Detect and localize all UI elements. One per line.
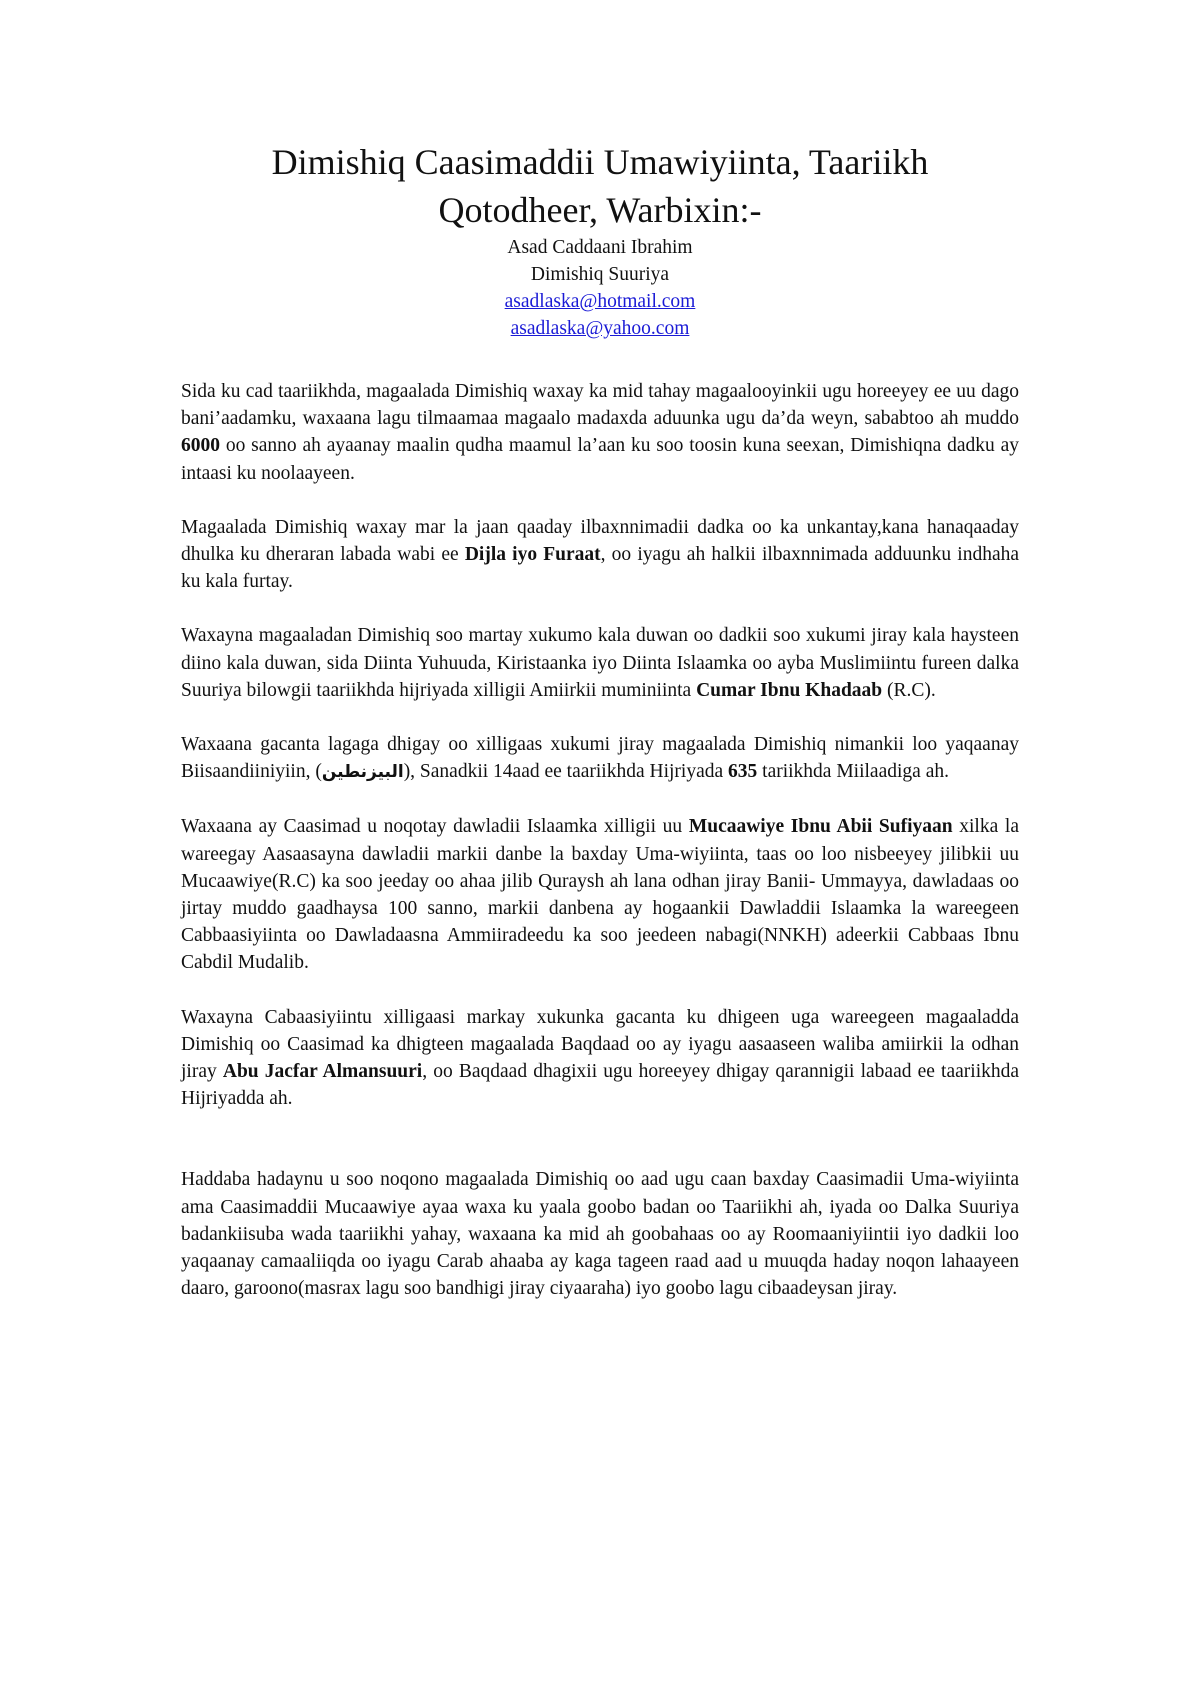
document-header [160, 138, 1040, 342]
p1-text-a: Sida ku cad taariikhda, magaalada Dimishiq waxay ka mid tahay magaalooyinkii ugu horeeyey ee uu dago bani’aadamku, waxaana lagu tilmaamaa magaalo madaxda aduunka ugu da’da weyn, sababtoo ah muddo [181, 381, 1019, 430]
p1-text-c: oo sanno ah ayaanay maalin qudha maamul la’aan ku soo toosin kuna seexan, Dimishiqna dadku ay intaasi ku noolaayeen. [181, 435, 1019, 484]
p2-text-a: Magaalada Dimishiq waxay mar la jaan qaaday ilbaxnnimadii dadka oo ka unkantay,kana hanaqaaday dhulka ku dheraran labada wabi ee [181, 516, 1019, 566]
document-body [181, 378, 1019, 1329]
paragraph-4 [181, 731, 1019, 786]
p3-text-c: (R.C). [882, 679, 936, 701]
p3-text-a: Waxayna magaaladan Dimishiq soo martay xukumo kala duwan oo dadkii soo xukumi jiray kala haysteen diino kala duwan, sida Diinta Yuhuuda, Kiristaanka iyo Diinta Islaamka oo ayba Muslimiintu fureen dalka Suuriya bilowgii taariikhda hijriyada xilligii Amiirkii muminiinta [181, 625, 1019, 701]
p6-bold-name: Abu Jacfar Almansuuri [222, 1061, 423, 1083]
p6-text-c: , oo Baqdaad dhagixii ugu horeeyey dhigay qarannigii labaad ee taariikhda Hijriyadda ah. [181, 1061, 1020, 1110]
paragraph-2 [181, 514, 1019, 596]
paragraph-3 [181, 622, 1019, 704]
paragraph-6 [181, 1004, 1019, 1113]
p1-bold-years: 6000 [181, 435, 220, 457]
author-location: Dimishiq Suuriya [530, 264, 670, 285]
p5-bold-name: Mucaawiye Ibnu Abii Sufiyaan [688, 816, 953, 838]
p6-text-a: Waxayna Cabaasiyiintu xilligaasi markay xukunka gacanta ku dhigeen uga wareegeen magaaladda Dimishiq oo Caasimad ka dhigteen magaalada Baqdaad oo ay iyagu aasaaseen waliba amiirkii la odhan jiray [181, 1006, 1019, 1083]
p3-bold-name: Cumar Ibnu Khadaab [696, 679, 883, 701]
p2-text-c: , oo iyagu ah halkii ilbaxnnimada adduunku indhaha ku kala furtay. [181, 544, 1020, 593]
p5-text-c: xilka la wareegay Aasaasayna dawladii markii danbe la baxday Uma-wiyiinta, taas oo loo nisbeeyey jilibkii uu Mucaawiye(R.C) ka soo jeeday oo ahaa jilib Quraysh ah lana odhan jiray Banii- Ummayya, dawladaas oo jirtay muddo gaadhaysa 100 sanno, markii danbena ay hogaankii Dawladdii Islaamka la wareegeen Cabbaasiyiinta oo Dawladaasna Ammiiradeedu ka soo jeedeen nabagi(NNKH) adeerkii Cabbaas Ibnu Cabdil Mudalib. [181, 816, 1019, 974]
p4-arabic-term: البيزنطين [321, 762, 404, 783]
document-title [160, 138, 1040, 234]
p4-text-b: ), Sanadkii 14aad ee taariikhda Hijriyada [403, 761, 729, 783]
title-line-1: Dimishiq Caasimaddii Umawiyiinta, Taariikh [271, 142, 929, 182]
p5-text-a: Waxaana ay Caasimad u noqotay dawladii Islaamka xilligii uu [181, 816, 689, 838]
paragraph-7 [181, 1166, 1019, 1302]
email-link-hotmail[interactable]: asadlaska@hotmail.com [504, 291, 696, 312]
p7-text-a: Haddaba hadaynu u soo noqono magaalada Dimishiq oo aad ugu caan baxday Caasimadii Uma-wiyiinta ama Caasimaddii Mucaawiye ayaa waxa ku yaala goobo badan oo Taariikhi ah, iyada oo Dalka Suuriya badankiisuba wada taariikhi yahay, waxaana ka mid ah goobahaas oo ay Roomaaniyiintii iyo dadkii loo yaqaanay camaaliiqda oo iyagu Carab ahaaba ay kaga tageen raad aad u muuqda haday noqon lahaayeen daaro, garoono(masrax lagu soo bandhigi jiray ciyaaraha) iyo goobo lagu cibaadeysan jiray. [181, 1169, 1019, 1300]
p4-text-a: Waxaana gacanta lagaga dhigay oo xilligaas xukumi jiray magaalada Dimishiq nimankii loo yaqaanay Biisaandiiniyiin, ( [181, 734, 1019, 783]
paragraph-1 [181, 378, 1019, 487]
p4-bold-year: 635 [728, 761, 758, 783]
title-line-2: Qotodheer, Warbixin:- [438, 190, 762, 230]
email-link-yahoo[interactable]: asadlaska@yahoo.com [510, 318, 690, 339]
p4-text-d: tariikhda Miilaadiga ah. [757, 761, 949, 783]
p2-bold-rivers: Dijla iyo Furaat [464, 544, 601, 566]
author-name: Asad Caddaani Ibrahim [507, 237, 693, 258]
paragraph-5 [181, 813, 1019, 976]
